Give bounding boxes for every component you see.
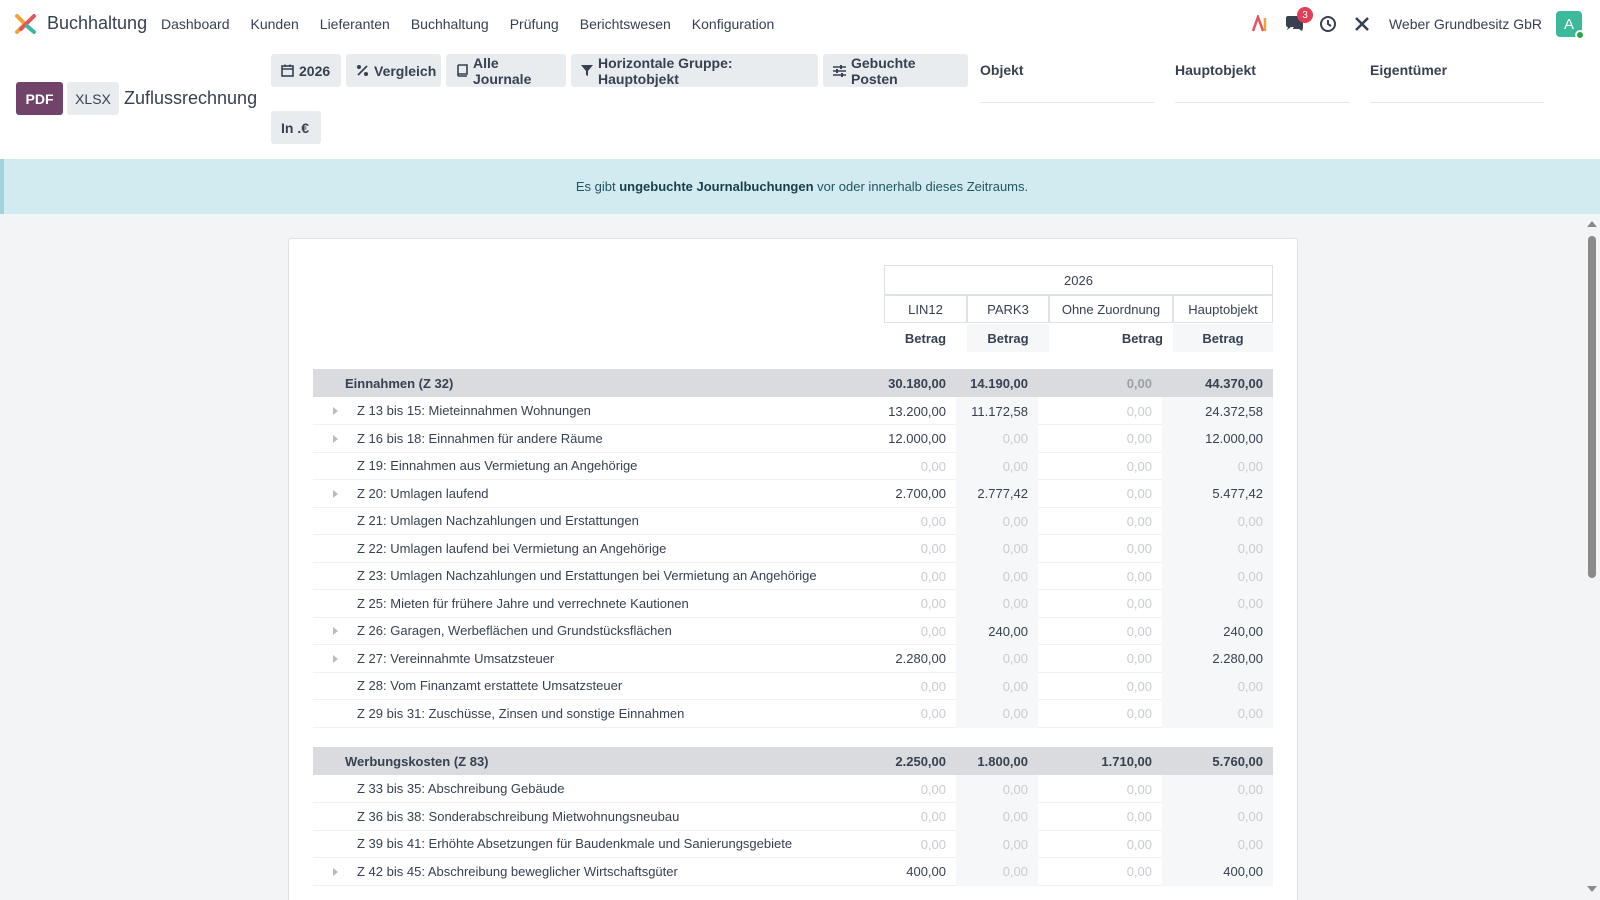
row-value-lin12: 13.200,00	[888, 403, 946, 419]
row-value-ohne-zuordnung: 0,00	[1126, 375, 1152, 391]
subheader-betrag: Betrag	[967, 324, 1049, 352]
row-value-lin12: 2.280,00	[895, 651, 946, 666]
report-line-row[interactable]	[313, 480, 1273, 508]
chat-icon[interactable]	[1283, 9, 1308, 35]
row-value-lin12: 0,00	[920, 568, 946, 584]
report-line-row	[313, 535, 1273, 563]
row-value-ohne-zuordnung: 0,00	[1126, 431, 1152, 446]
row-value-hauptobjekt: 400,00	[1162, 858, 1273, 886]
menu-kunden[interactable]: Kunden	[250, 16, 299, 32]
row-label: Z 20: Umlagen laufend	[357, 485, 489, 501]
row-value-hauptobjekt: 5.477,42	[1162, 480, 1273, 508]
pdf-button[interactable]: PDF	[16, 82, 63, 115]
row-value-lin12: 12.000,00	[888, 431, 946, 446]
row-value-hauptobjekt: 44.370,00	[1205, 375, 1263, 391]
row-value-park3: 0,00	[956, 562, 1038, 590]
menu-pruefung[interactable]: Prüfung	[509, 16, 559, 32]
row-value-hauptobjekt: 0,00	[1162, 535, 1273, 563]
row-value-hauptobjekt: 0,00	[1162, 672, 1273, 700]
chat-badge: 3	[1297, 7, 1313, 23]
expand-caret-icon[interactable]	[333, 407, 338, 415]
report-line-row	[313, 830, 1273, 858]
currency-filter-label: In .€	[281, 119, 310, 136]
row-value-ohne-zuordnung: 0,00	[1126, 513, 1152, 529]
report-line-row	[313, 452, 1273, 480]
report-line-row[interactable]	[313, 425, 1273, 453]
row-value-ohne-zuordnung: 0,00	[1126, 706, 1152, 721]
row-value-hauptobjekt: 0,00	[1162, 507, 1273, 535]
scrollbar-thumb[interactable]	[1588, 236, 1596, 578]
hauptobjekt-field-input[interactable]	[1175, 102, 1349, 103]
navbar-systray	[1237, 10, 1582, 38]
row-value-hauptobjekt: 12.000,00	[1162, 425, 1273, 453]
row-value-hauptobjekt: 5.760,00	[1212, 753, 1263, 769]
sliders-icon	[833, 65, 846, 77]
menu-dashboard[interactable]: Dashboard	[161, 16, 230, 32]
row-value-hauptobjekt: 0,00	[1162, 700, 1273, 728]
menu-konfiguration[interactable]: Konfiguration	[691, 16, 775, 32]
row-value-hauptobjekt: 0,00	[1162, 452, 1273, 480]
app-logo-icon[interactable]	[15, 13, 37, 35]
subheader-betrag: Betrag	[1121, 330, 1163, 346]
expand-caret-icon[interactable]	[333, 490, 338, 498]
header-col-hauptobjekt: Hauptobjekt	[1173, 295, 1273, 323]
report-line-row	[313, 775, 1273, 803]
row-label: Z 28: Vom Finanzamt erstattete Umsatzsteuer	[357, 678, 623, 693]
group-filter-button[interactable]	[571, 54, 818, 87]
report-area	[0, 214, 1600, 900]
row-label: Z 39 bis 41: Erhöhte Absetzungen für Baudenkmale und Sanierungsgebiete	[357, 836, 793, 851]
funnel-icon	[581, 64, 593, 77]
row-value-ohne-zuordnung: 0,00	[1126, 458, 1152, 474]
row-value-ohne-zuordnung: 0,00	[1126, 568, 1152, 584]
report-group-row	[313, 747, 1273, 775]
row-value-park3: 0,00	[956, 507, 1038, 535]
objekt-field-label: Objekt	[980, 62, 1024, 78]
avatar-letter: A	[1563, 15, 1574, 33]
alert-link[interactable]: ungebuchte Journalbuchungen	[619, 179, 814, 194]
row-value-park3: 11.172,58	[956, 397, 1038, 425]
report-line-row[interactable]	[313, 617, 1273, 645]
ai-icon[interactable]	[1249, 13, 1271, 35]
row-value-lin12: 0,00	[920, 678, 946, 694]
row-value-hauptobjekt: 0,00	[1162, 590, 1273, 618]
compare-filter-button[interactable]	[346, 54, 441, 87]
tools-icon[interactable]	[1351, 13, 1373, 35]
header-col-ohne-zuordnung: Ohne Zuordnung	[1049, 295, 1173, 323]
row-value-ohne-zuordnung: 0,00	[1126, 623, 1152, 639]
row-value-lin12: 0,00	[920, 809, 946, 824]
book-icon	[456, 64, 468, 77]
row-value-park3: 0,00	[956, 452, 1038, 480]
header-year: 2026	[884, 265, 1273, 295]
expand-caret-icon[interactable]	[333, 868, 338, 876]
report-group-row	[313, 369, 1273, 397]
row-label: Z 25: Mieten für frühere Jahre und verrechnete Kautionen	[357, 595, 689, 611]
row-value-park3: 0,00	[956, 590, 1038, 618]
row-value-ohne-zuordnung: 0,00	[1126, 864, 1152, 879]
report-line-row	[313, 507, 1273, 535]
row-value-park3: 0,00	[956, 645, 1038, 673]
row-value-lin12: 2.700,00	[895, 486, 946, 501]
unposted-entries-alert	[0, 159, 1600, 214]
row-value-ohne-zuordnung: 0,00	[1126, 596, 1152, 611]
alert-suffix: vor oder innerhalb dieses Zeitraums.	[813, 179, 1029, 194]
report-line-row	[313, 700, 1273, 728]
report-line-row	[313, 590, 1273, 618]
row-value-lin12: 0,00	[920, 541, 946, 556]
main-menu	[161, 16, 795, 32]
xlsx-button[interactable]: XLSX	[67, 82, 119, 115]
row-value-park3: 0,00	[956, 858, 1038, 886]
report-card	[288, 238, 1298, 900]
report-line-row	[313, 562, 1273, 590]
eigentuemer-field-label: Eigentümer	[1370, 62, 1448, 78]
row-value-park3: 0,00	[956, 672, 1038, 700]
row-value-lin12: 400,00	[906, 864, 946, 879]
calendar-icon	[281, 64, 294, 77]
row-value-hauptobjekt: 0,00	[1162, 775, 1273, 803]
top-navbar	[0, 0, 1600, 48]
row-label: Z 33 bis 35: Abschreibung Gebäude	[357, 781, 565, 796]
report-line-row	[313, 803, 1273, 831]
row-value-park3: 240,00	[956, 617, 1038, 645]
scroll-up-arrow-icon[interactable]	[1587, 221, 1597, 227]
row-value-ohne-zuordnung: 0,00	[1126, 541, 1152, 556]
subheader-betrag: Betrag	[904, 330, 947, 346]
row-value-ohne-zuordnung: 0,00	[1126, 651, 1152, 666]
row-label: Z 26: Garagen, Werbeflächen und Grundstücksflächen	[357, 623, 672, 638]
row-label: Z 22: Umlagen laufend bei Vermietung an Angehörige	[357, 540, 667, 556]
report-title: Zuflussrechnung	[124, 88, 258, 108]
expand-caret-icon[interactable]	[333, 435, 338, 443]
row-value-lin12: 2.250,00	[895, 753, 946, 769]
row-value-park3: 0,00	[956, 700, 1038, 728]
row-value-park3: 0,00	[956, 775, 1038, 803]
row-value-hauptobjekt: 24.372,58	[1162, 397, 1273, 425]
row-value-park3: 0,00	[956, 535, 1038, 563]
scroll-down-arrow-icon[interactable]	[1587, 886, 1597, 892]
row-value-ohne-zuordnung: 0,00	[1126, 781, 1152, 797]
year-filter-label: 2026	[299, 62, 331, 79]
row-value-ohne-zuordnung: 0,00	[1126, 678, 1152, 694]
row-label: Z 42 bis 45: Abschreibung beweglicher Wirtschaftsgüter	[357, 863, 678, 879]
eigentuemer-field-input[interactable]	[1370, 102, 1544, 103]
row-label: Werbungskosten (Z 83)	[345, 753, 489, 769]
row-value-ohne-zuordnung: 0,00	[1126, 486, 1152, 501]
user-avatar[interactable]	[1556, 11, 1582, 37]
report-line-row[interactable]	[313, 858, 1273, 886]
row-value-lin12: 0,00	[920, 781, 946, 797]
row-value-park3: 0,00	[956, 830, 1038, 858]
row-value-hauptobjekt: 0,00	[1162, 830, 1273, 858]
row-value-park3: 2.777,42	[956, 480, 1038, 508]
posted-filter-button[interactable]	[823, 54, 968, 87]
hauptobjekt-field-label: Hauptobjekt	[1175, 62, 1256, 78]
row-label: Z 16 bis 18: Einnahmen für andere Räume	[357, 430, 603, 446]
row-value-ohne-zuordnung: 0,00	[1126, 809, 1152, 824]
row-value-lin12: 0,00	[920, 513, 946, 529]
row-value-park3: 1.800,00	[977, 753, 1028, 769]
row-label: Z 23: Umlagen Nachzahlungen und Erstattungen bei Vermietung an Angehörige	[357, 568, 817, 583]
app-name[interactable]: Buchhaltung	[47, 13, 148, 33]
row-value-lin12: 30.180,00	[888, 375, 946, 391]
expand-caret-icon[interactable]	[333, 655, 338, 663]
report-line-row	[313, 672, 1273, 700]
row-label: Z 19: Einnahmen aus Vermietung an Angehörige	[357, 458, 638, 473]
header-col-park3: PARK3	[967, 295, 1049, 323]
row-label: Z 21: Umlagen Nachzahlungen und Erstattungen	[357, 513, 639, 528]
page-scrollbar[interactable]	[1587, 218, 1596, 898]
menu-berichtswesen[interactable]: Berichtswesen	[579, 16, 671, 32]
row-value-hauptobjekt: 0,00	[1162, 562, 1273, 590]
row-value-hauptobjekt: 240,00	[1162, 617, 1273, 645]
journals-filter-label: Alle Journale	[473, 54, 532, 87]
row-value-ohne-zuordnung: 0,00	[1126, 403, 1152, 419]
row-value-hauptobjekt: 0,00	[1162, 803, 1273, 831]
row-label: Einnahmen (Z 32)	[345, 375, 454, 391]
company-name[interactable]: Weber Grundbesitz GbR	[1388, 16, 1542, 32]
row-value-lin12: 0,00	[920, 706, 946, 721]
row-value-lin12: 0,00	[920, 596, 946, 611]
row-label: Z 13 bis 15: Mieteinnahmen Wohnungen	[357, 403, 591, 418]
alert-prefix: Es gibt	[575, 179, 620, 194]
row-value-hauptobjekt: 2.280,00	[1162, 645, 1273, 673]
row-label: Z 29 bis 31: Zuschüsse, Zinsen und sonstige Einnahmen	[357, 705, 685, 721]
group-filter-label: Horizontale Gruppe: Hauptobjekt	[598, 54, 733, 87]
row-value-park3: 14.190,00	[970, 375, 1028, 391]
row-label: Z 27: Vereinnahmte Umsatzsteuer	[357, 650, 555, 666]
subheader-betrag: Betrag	[1173, 324, 1273, 352]
clock-icon[interactable]	[1317, 13, 1339, 35]
percent-icon	[356, 64, 369, 77]
year-filter-button[interactable]	[271, 54, 341, 87]
row-value-lin12: 0,00	[920, 836, 946, 852]
objekt-field-input[interactable]	[980, 102, 1154, 103]
row-value-lin12: 0,00	[920, 623, 946, 639]
row-value-park3: 0,00	[956, 803, 1038, 831]
report-line-row[interactable]	[313, 397, 1273, 425]
row-label: Z 36 bis 38: Sonderabschreibung Mietwohnungsneubau	[357, 808, 680, 824]
menu-buchhaltung[interactable]: Buchhaltung	[410, 16, 489, 32]
row-value-park3: 0,00	[956, 425, 1038, 453]
journals-filter-button[interactable]	[446, 54, 566, 87]
expand-caret-icon[interactable]	[333, 627, 338, 635]
row-value-lin12: 0,00	[920, 458, 946, 474]
header-col-lin12: LIN12	[884, 295, 967, 323]
report-line-row[interactable]	[313, 645, 1273, 673]
currency-filter-button[interactable]	[271, 111, 321, 144]
online-status-icon	[1575, 30, 1585, 40]
menu-lieferanten[interactable]: Lieferanten	[319, 16, 390, 32]
compare-filter-label: Vergleich	[374, 62, 437, 79]
posted-filter-label: Gebuchte Posten	[851, 54, 916, 87]
row-value-ohne-zuordnung: 0,00	[1126, 836, 1152, 852]
row-value-ohne-zuordnung: 1.710,00	[1101, 753, 1152, 769]
